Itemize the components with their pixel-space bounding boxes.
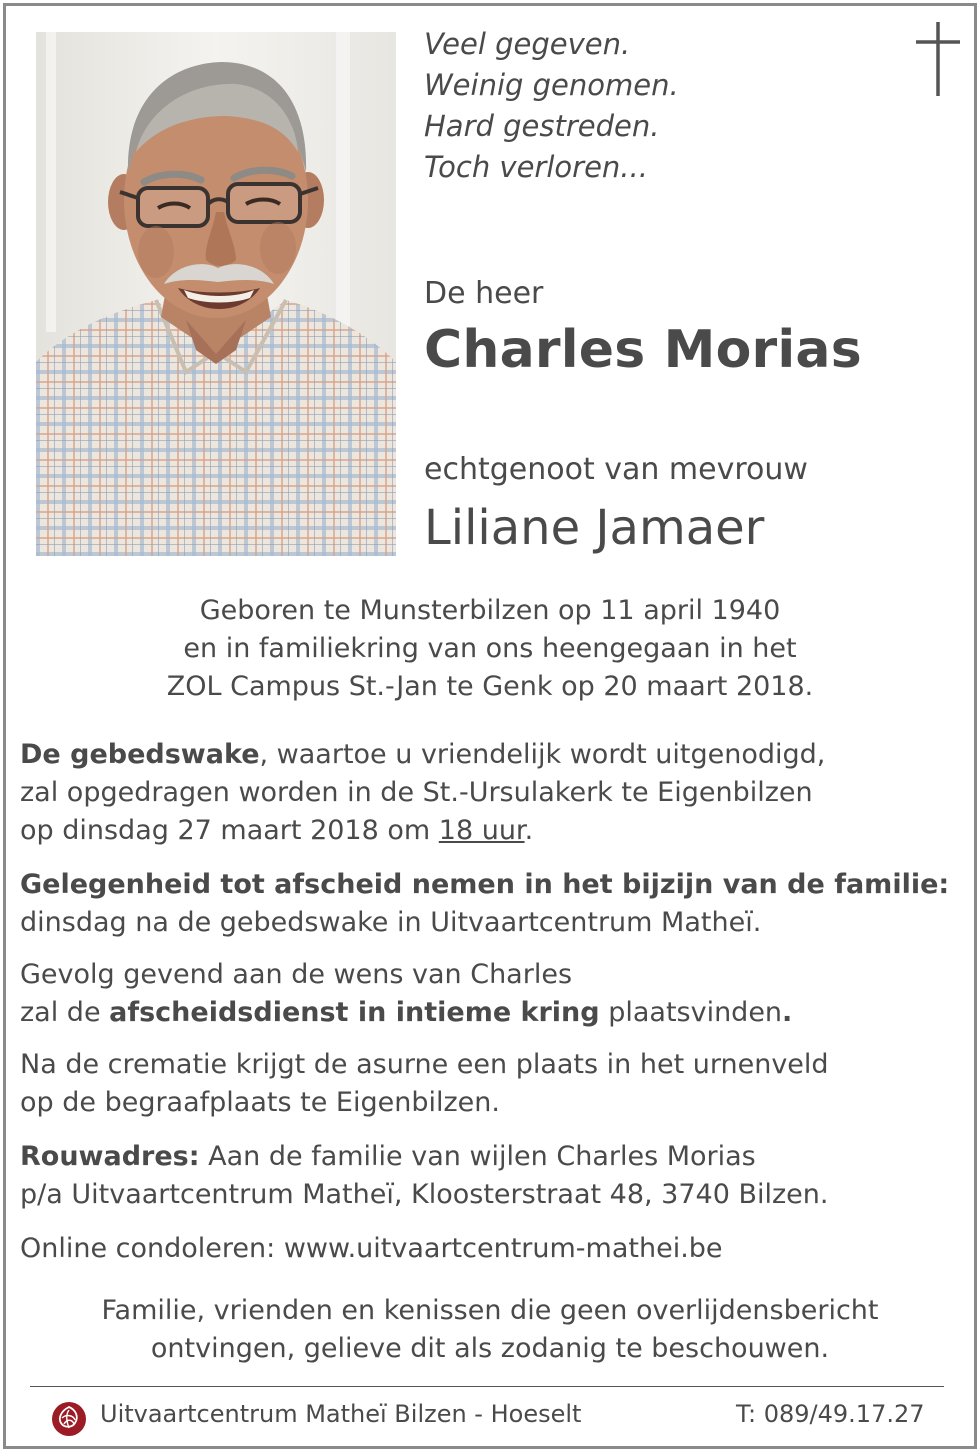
- cremation-paragraph: [20, 1046, 970, 1122]
- deceased-title: De heer: [424, 276, 544, 311]
- cross-icon: [910, 20, 966, 100]
- online-condolences: [20, 1230, 970, 1268]
- cremation-line: Na de crematie krijgt de asurne een plaats in het urnenveld: [20, 1049, 829, 1080]
- wake-line: zal opgedragen worden in de St.-Ursulakerk te Eigenbilzen: [20, 777, 813, 808]
- birth-death-line: ZOL Campus St.-Jan te Genk op 20 maart 2018.: [166, 671, 814, 702]
- poem-line: Veel gegeven.: [424, 27, 631, 61]
- poem-line: Hard gestreden.: [424, 109, 660, 143]
- rose-logo-icon: [50, 1400, 88, 1438]
- birth-death-info: [0, 592, 980, 706]
- address-line: Aan de familie van wijlen Charles Morias: [199, 1141, 756, 1172]
- farewell-paragraph: [20, 866, 970, 942]
- deceased-name: Charles Morias: [424, 320, 862, 380]
- birth-death-line: en in familiekring van ons heengegaan in het: [183, 633, 797, 664]
- wake-line: op dinsdag 27 maart 2018 om: [20, 815, 439, 846]
- wish-line: zal de: [20, 997, 110, 1028]
- address-line: p/a Uitvaartcentrum Matheï, Kloosterstraat 48, 3740 Bilzen.: [20, 1179, 829, 1210]
- wish-highlight: afscheidsdienst in intieme kring: [109, 997, 600, 1028]
- birth-death-line: Geboren te Munsterbilzen op 11 april 1940: [199, 595, 781, 626]
- portrait-photo: [36, 32, 396, 556]
- notice-line: ontvingen, gelieve dit als zodanig te beschouwen.: [150, 1333, 830, 1364]
- wish-dot: .: [782, 997, 793, 1028]
- poem-line: Toch verloren...: [424, 150, 648, 184]
- footer-company: Uitvaartcentrum Matheï Bilzen - Hoeselt: [100, 1400, 582, 1428]
- online-condolences-text: Online condoleren: www.uitvaartcentrum-mathei.be: [20, 1233, 723, 1264]
- spouse-label: echtgenoot van mevrouw: [424, 452, 808, 487]
- farewell-line: dinsdag na de gebedswake in Uitvaartcentrum Matheï.: [20, 907, 762, 938]
- wake-heading: De gebedswake: [20, 739, 260, 770]
- notice-line: Familie, vrienden en kenissen die geen overlijdensbericht: [101, 1295, 879, 1326]
- footer-divider: [30, 1386, 944, 1387]
- footer-phone: T: 089/49.17.27: [736, 1400, 925, 1428]
- poem: [424, 24, 679, 188]
- wake-line: .: [524, 815, 534, 846]
- wish-line: plaatsvinden: [599, 997, 783, 1028]
- notice-note: [0, 1292, 980, 1368]
- wake-line: , waartoe u vriendelijk wordt uitgenodigd,: [259, 739, 826, 770]
- address-heading: Rouwadres:: [20, 1141, 200, 1172]
- wish-paragraph: [20, 956, 970, 1032]
- poem-line: Weinig genomen.: [424, 68, 679, 102]
- cremation-line: op de begraafplaats te Eigenbilzen.: [20, 1087, 500, 1118]
- wake-time: 18 uur: [438, 815, 525, 846]
- address-paragraph: [20, 1138, 970, 1214]
- wish-line: Gevolg gevend aan de wens van Charles: [20, 959, 573, 990]
- spouse-name: Liliane Jamaer: [424, 500, 765, 556]
- wake-paragraph: [20, 736, 970, 850]
- farewell-heading: Gelegenheid tot afscheid nemen in het bijzijn van de familie:: [20, 869, 950, 900]
